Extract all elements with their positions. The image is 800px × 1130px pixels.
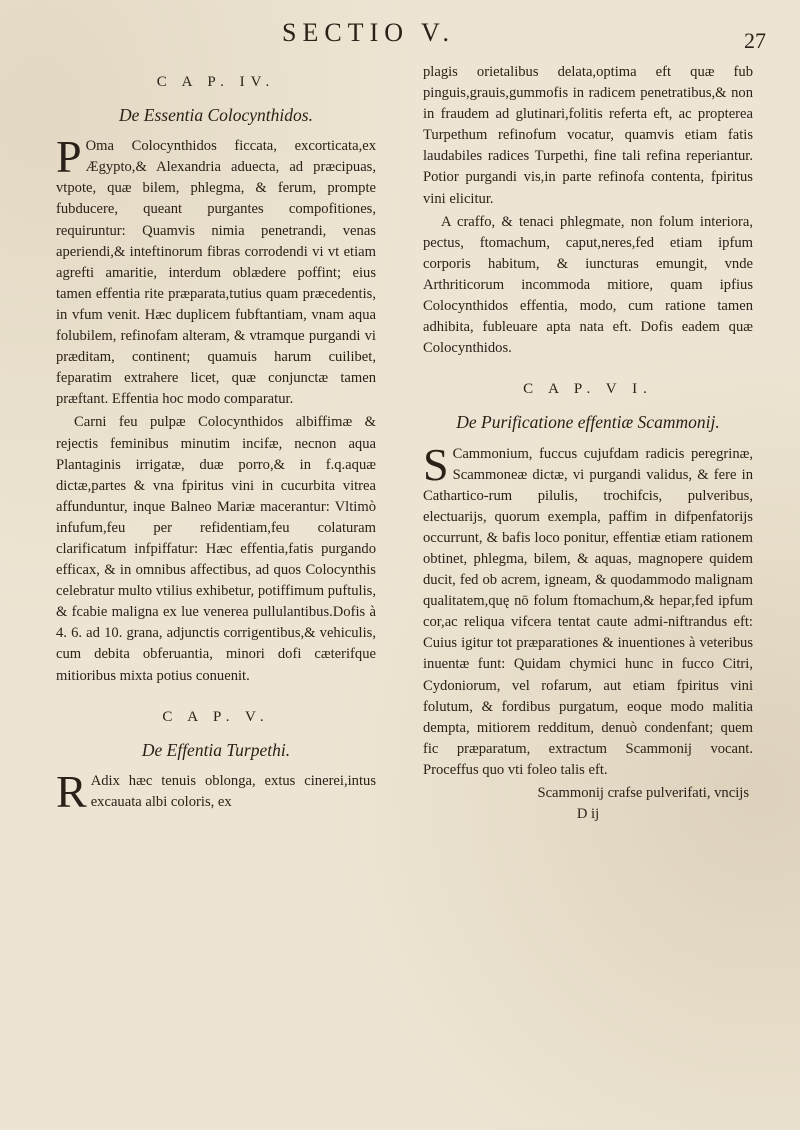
chapter-heading-iv: C A P. IV. [156,74,276,90]
page-number: 27 [744,28,766,53]
paragraph: Carni feu pulpæ Colocynthidos albiffimæ & rejectis feminibus minutim incifæ, necnon aqua Plantaginis irrigatæ, duæ porro,& in f.q.aquæ dictæ,partes & vna fpiritus vini in cucurbita vitrea affunduntur, inque Balneo Mariæ macerantur: Vltimò infufum,feu per refidentiam,feu colaturam clarificatum infpiffatur: Hæc effentia,fatis purgando efficax, & in omnibus affectibus, ad quos Colocynthis celebratur multo vtilius exhibetur, potiffimum puftulis, & fcabie maligna ex lue venerea pullulantibus.Dofis à 4. 6. ad 10. grana, adjunctis corrigentibus,& vehiculis, cum debita obferuantia, minori dofi cæterifque mitioribus mixta potius conuenit. [56,414,376,684]
chapter-title-v: De Effentia Turpethi. [141,739,291,760]
signature-mark: D ij [576,806,600,823]
catchword: Scammonij crafse pulverifati, vncijs [537,785,749,801]
page-header [0,14,800,54]
paragraph: POma Colocynthidos ficcata, excorticata,ex Ægypto,& Alexandria aduecta, ad præcipuas, vtpote, quæ bilem, phlegma, & ferum, prompte fubducere, queant purgantes compofitiones, requiruntur: Quamvis nimia penetrandi, venas aperiendi,& inteftinorum fibras corrodendi vi vt etiam agrefti amaritie, interdum oblædere poffint; eius tamen effentia rite præparata,tutius quam præcedentis, in vfum venit. Hæc duplicem fubftantiam, vnam aqua folubilem, refinofam alteram, & vtramque purgandi vi præditam, continent; quamuis harum cuilibet, feparatim extrahere licet, quæ conjunctæ tamen præftant. Effentia hoc modo comparatur. [56,131,376,408]
paragraph: A craffo, & tenaci phlegmate, non folum interiora, pectus, ftomachum, caput,neres,fed etiam ipfum corporis habitum, & iuncturas emungit, vnde Arthriticorum incommoda mitiore, quam ipfius Colocynthidos effentia, modo, cum ratione tamen adhibita, fubleuare apta nata eft. Dofis eadem quæ Colocynthidos. [423,213,753,357]
chapter-title-iv: De Essentia Colocynthidos. [119,105,313,126]
chapter-heading-v: C A P. V. [162,708,270,725]
left-column [56,62,376,815]
paragraph: SCammonium, fuccus cujufdam radicis peregrinæ, Scammoneæ dictæ, vi purgandi validus, & fere in Cathartico-rum pilulis, trochifcis, pulveribus, electuarijs, quorum exempla, paffim in difpenfatorijs occurrunt, & bafis loco ponitur, effentiæ etiam rationem obtinet, phlegma, bilem, & aquas, magnopere quidem ducit, fed ob acrem, igneam, & quodammodo malignam qualitatem,quę nō folum ftomachum,& hepar,fed ipfum cor,ac reliqua vifcera tentat caute admi-niftrandus eft: Cuius igitur tot præparationes & inuentiones à veteribus inuentæ funt: Quidam chymici hunc in fucco Citri, Cydoniorum, vel rofarum, aut etiam fpiritus vini folutum, & fordibus purgatum, eoque modo malitia dempta, mitiorem redditum, denuò condenfant; quem fic præparatum, extractum Scammonij vocant. Proceffus quo vti foleo talis eft. [423,438,753,778]
paragraph: plagis orietalibus delata,optima eft quæ fub pinguis,grauis,gummofis in radicem penetratibus,& non in fraudem ad glutinari,folitis referta eft, ac propterea Turpethum refinofum vocatur, quamvis etiam fatis laudabiles radices Turpethi, fine tali refina reperiantur. Potior purgandi vis,in parte refinofa contenta, fpiritus vini elicitur. [423,64,753,207]
right-column [423,62,753,825]
chapter-heading-vi: C A P. V I. [523,381,653,398]
running-head: SECTIO V. [282,18,455,47]
paragraph: RAdix hæc tenuis oblonga, extus cinerei,intus excauata albi coloris, ex [56,765,376,817]
chapter-title-vi: De Purificatione effentiæ Scammonij. [456,412,720,433]
